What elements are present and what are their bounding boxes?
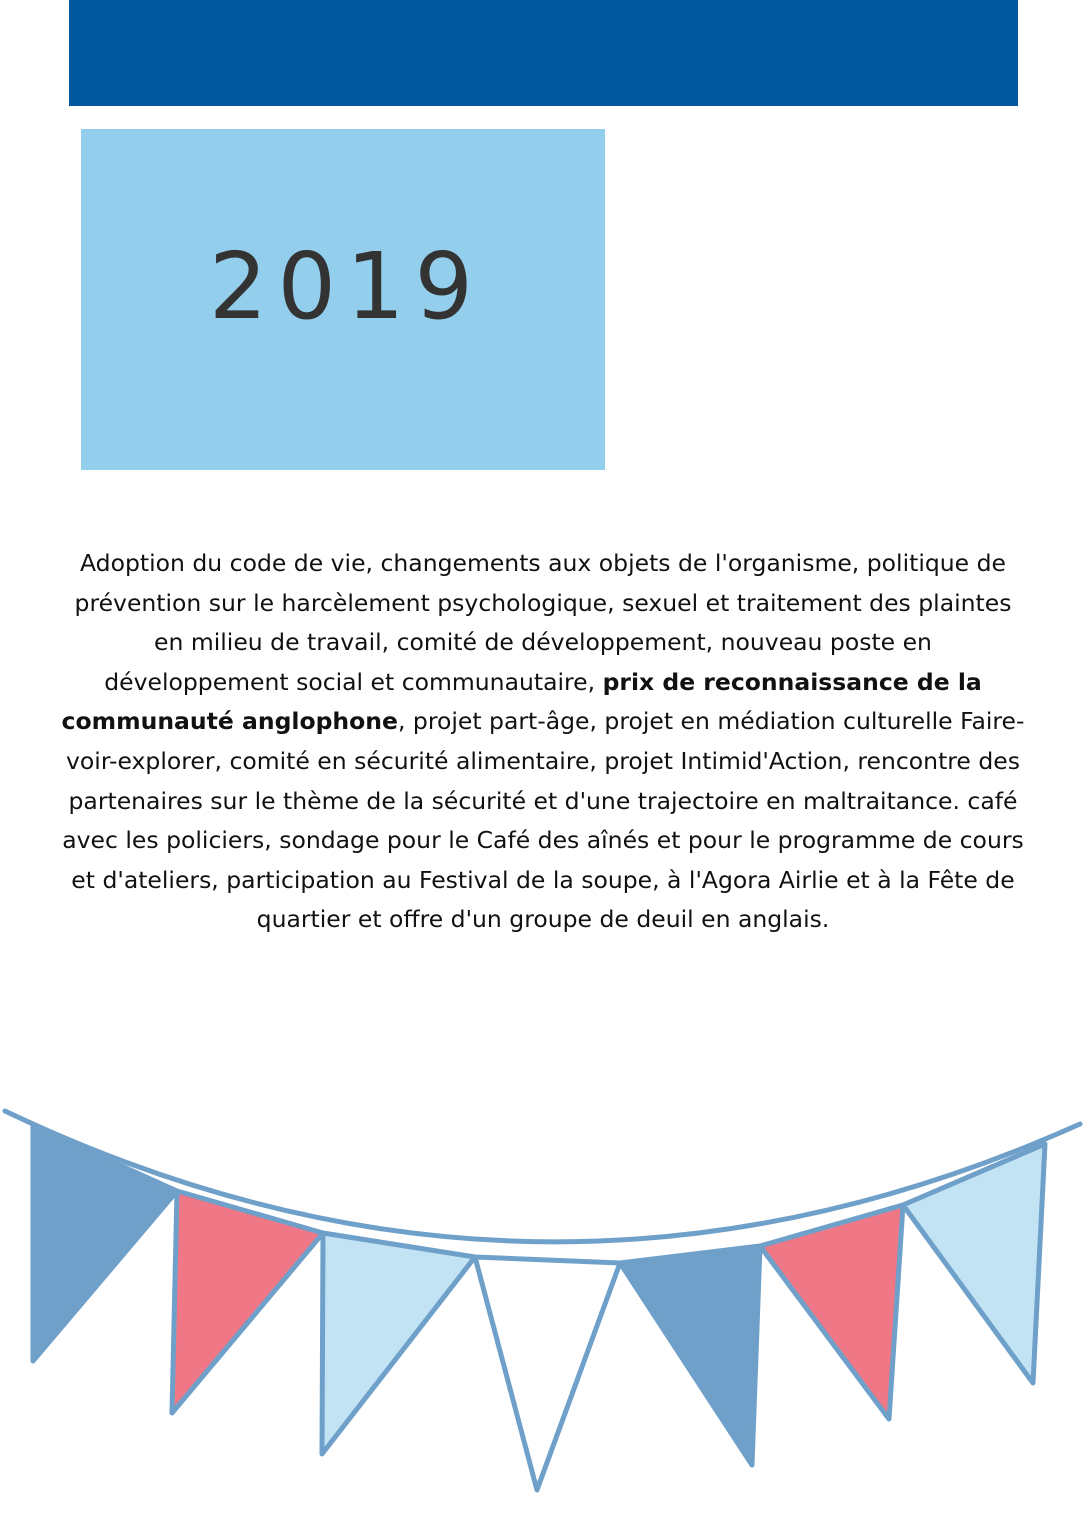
bunting-flag-6 bbox=[760, 1205, 903, 1419]
year-box bbox=[81, 129, 605, 470]
bunting-garland-illustration bbox=[0, 1090, 1086, 1510]
top-banner-bar bbox=[69, 0, 1018, 106]
bunting-flag-1 bbox=[33, 1126, 177, 1361]
year-heading: 2019 bbox=[208, 233, 484, 340]
bunting-flag-4 bbox=[475, 1257, 620, 1490]
bunting-flag-5 bbox=[620, 1246, 760, 1465]
bunting-flag-7 bbox=[903, 1144, 1045, 1383]
summary-text-part2: , projet part-âge, projet en médiation culturelle Faire-voir-explorer, comité en sécurité alimentaire, projet Intimid'Action, rencontre des partenaires sur le thème de la sécurité et d'une trajectoire en maltraitance. café avec les policiers, sondage pour le Café des aînés et pour le programme de cours et d'ateliers, participation au Festival de la soupe, à l'Agora Airlie et à la Fête de quartier et offre d'un groupe de deuil en anglais. bbox=[62, 707, 1025, 934]
bunting-flag-3 bbox=[322, 1233, 475, 1454]
bunting-flag-2 bbox=[172, 1191, 323, 1413]
summary-text-bold: prix de reconnaissance de la communauté anglophone bbox=[61, 667, 982, 736]
summary-text-part1: Adoption du code de vie, changements aux objets de l'organisme, politique de prévention sur le harcèlement psychologique, sexuel et traitement des plaintes en milieu de travail, comité de développement, nouveau poste en développement social et communautaire, bbox=[74, 549, 1012, 696]
summary-paragraph bbox=[60, 544, 1026, 940]
